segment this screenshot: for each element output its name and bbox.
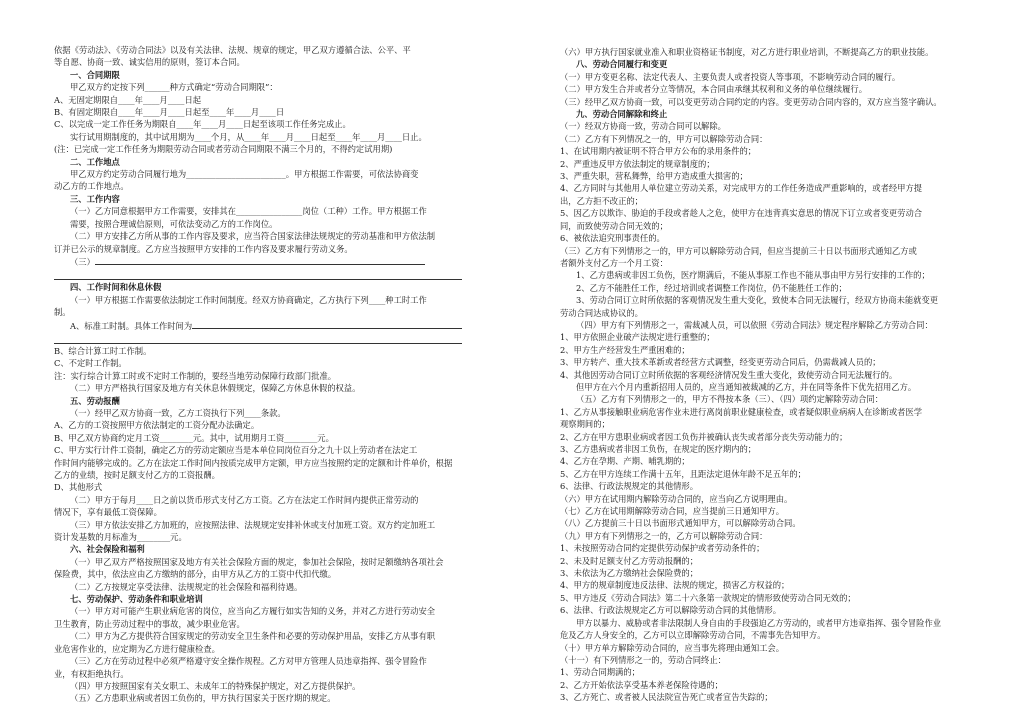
line-text: 七、劳动保护、劳动条件和职业培训 [70, 594, 203, 605]
line-text: 2、乙方在甲方患职业病或者因工负伤并被确认丧失或者部分丧失劳动能力的； [560, 431, 848, 442]
text-line [54, 345, 462, 357]
line-text: 卫生教育，防止劳动过程中的事故，减少职业危害。 [54, 618, 245, 629]
text-line [54, 255, 462, 268]
line-text: （三）经甲乙双方协商一致，可以变更劳动合同约定的内容。变更劳动合同内容的，双方应当签字确认。 [560, 96, 942, 107]
text-line [560, 542, 970, 554]
text-line [54, 481, 462, 493]
line-text: （八）乙方提前三十日以书面形式通知甲方，可以解除劳动合同。 [560, 518, 801, 529]
line-text: （一）甲方变更名称、法定代表人、主要负责人或者投资人等事项，不影响劳动合同的履行。 [560, 71, 901, 82]
line-text: 制。 [54, 307, 71, 318]
text-line [560, 579, 970, 591]
line-text: 情况下，享有最低工资保障。 [54, 507, 162, 518]
line-text: 2、甲方生产经营发生严重困难的； [560, 344, 690, 355]
line-text: 订并已公示的规章制度。乙方应当按照甲方安排的工作内容及要求履行劳动义务。 [54, 243, 353, 254]
text-line [560, 679, 970, 691]
text-line [54, 218, 462, 230]
blank-fill-underline [192, 319, 462, 329]
text-line [560, 666, 970, 678]
line-text: 同，而致使劳动合同无效的； [560, 220, 668, 231]
line-text: 实行试用期制度的，其中试用期为____个月，从____年____月____日起至____年____月____日止。 [70, 131, 427, 142]
text-line [560, 269, 970, 281]
line-text: 6、法律、行政法规规定乙方可以解除劳动合同的其他情形。 [560, 605, 781, 616]
text-line [560, 468, 970, 480]
line-text: 1、乙方患病或非因工负伤，医疗期满后，不能从事原工作也不能从事由甲方另行安排的工作的； [576, 270, 930, 281]
line-text: （二）甲方严格执行国家及地方有关休息休假规定，保障乙方休息休假的权益。 [70, 383, 361, 394]
text-line [560, 393, 970, 405]
line-text: A、标准工时制。具体工作时间为 [70, 320, 193, 331]
text-line [54, 581, 462, 593]
text-line [54, 118, 462, 130]
text-line [54, 319, 462, 332]
line-text: 业，有权拒绝执行。 [54, 668, 129, 679]
line-text: （一）甲方根据工作需要依法制定工作时间制度。经双方协商确定，乙方执行下列____种工时工作 [70, 294, 427, 305]
line-text: （二）甲方为乙方提供符合国家规定的劳动安全卫生条件和必要的劳动保护用品，安排乙方从事有职 [70, 631, 436, 642]
line-text: （五）乙方有下列情形之一的，甲方不得按本条（三）、（四）项约定解除劳动合同： [576, 394, 883, 405]
line-text: A、乙方的工资按照甲方依法制定的工资分配办法确定。 [54, 420, 260, 431]
text-line [560, 642, 970, 654]
text-line [54, 605, 462, 617]
line-text: （九）甲方有下列情形之一的，乙方可以解除劳动合同： [560, 530, 768, 541]
text-line [54, 506, 462, 518]
left-column [54, 44, 462, 705]
line-text: 3、乙方患病或者非因工负伤，在规定的医疗期内的； [560, 444, 757, 454]
blank-fill-line [54, 268, 462, 280]
line-text: 资计发基数的月标准为________元。 [54, 532, 187, 543]
text-line [54, 419, 462, 431]
line-text: （五）乙方患职业病或者因工负伤的，甲方执行国家关于医疗期的规定。 [70, 693, 336, 704]
line-text: 3、严重失职，营私舞弊，给甲方造成重大损害的； [560, 171, 748, 182]
line-text: 业危害作业的，应定期为乙方进行健康检查。 [54, 643, 220, 654]
text-line [560, 654, 970, 666]
line-text: 劳动合同达成协议的。 [560, 307, 643, 318]
text-line [560, 691, 970, 703]
text-line [560, 331, 970, 343]
text-line [54, 494, 462, 506]
text-line [54, 630, 462, 642]
text-line [560, 195, 970, 207]
line-text: （一）乙方同意根据甲方工作需要，安排其在________________岗位（工种）工作。甲方根据工作 [70, 206, 427, 217]
text-line [560, 245, 970, 257]
text-line [54, 519, 462, 531]
text-line [54, 407, 462, 419]
line-text: B、综合计算工时工作制。 [54, 345, 152, 356]
line-text: 三、工作内容 [70, 193, 120, 204]
line-text: 1、未按照劳动合同约定提供劳动保护或者劳动条件的； [560, 543, 765, 554]
text-line [54, 370, 462, 382]
text-line [560, 232, 970, 244]
line-text: 出，乙方拒不改正的； [560, 195, 643, 206]
line-text: 八、劳动合同履行和变更 [576, 59, 668, 70]
line-text: 但甲方在六个月内重新招用人员的，应当通知被裁减的乙方，并在同等条件下优先招用乙方。 [576, 381, 917, 392]
text-line [560, 604, 970, 616]
text-line [54, 444, 462, 456]
text-line [560, 418, 970, 430]
line-text: 作时间内能够完成的。乙方在法定工作时间内按质完成甲方定额，甲方应当按照约定的定额和计件单价，根据 [54, 457, 453, 468]
line-text: （四）甲方有下列情形之一，需裁减人员，可以依照《劳动合同法》规定程序解除乙方劳动合同： [576, 319, 933, 330]
line-text: 4、乙方在孕期、产期、哺乳期的； [560, 456, 690, 467]
line-text: C、不定时工作制。 [54, 358, 127, 369]
right-column [560, 46, 970, 704]
text-line [54, 618, 462, 630]
line-text: B、有固定期限自____年____月____日起至____年____月____日 [54, 107, 285, 118]
line-text: （三） [70, 256, 95, 267]
line-text: （二）乙方有下列情况之一的，甲方可以解除劳动合同： [560, 133, 768, 144]
line-text: 5、甲方违反《劳动合同法》第二十六条第一款规定的情形致使劳动合同无效的； [560, 592, 856, 603]
line-text: 6、被依法追究刑事责任的。 [560, 233, 665, 244]
line-text: （三）乙方有下列情形之一的，甲方可以解除劳动合同，但应当提前三十日以书面形式通知乙方或 [560, 245, 917, 256]
text-line [560, 356, 970, 368]
line-text: 4、乙方同时与其他用人单位建立劳动关系，对完成甲方的工作任务造成严重影响的，或者经甲方提 [560, 183, 923, 194]
line-text: 保险费，其中，依法应由乙方缴纳的部分，由甲方从乙方的工资中代扣代缴。 [54, 569, 337, 580]
text-line [560, 319, 970, 331]
line-text: 六、社会保险和福利 [70, 544, 145, 555]
line-text: (注：已完成一定工作任务为期限劳动合同或者劳动合同期限不满三个月的，不得约定试用期) [54, 144, 393, 155]
text-line [560, 133, 970, 145]
text-line [54, 382, 462, 394]
text-line [560, 443, 970, 455]
text-line [54, 643, 462, 655]
text-line [560, 282, 970, 294]
line-text: 1、甲方依照企业破产法规定进行重整的； [560, 332, 715, 343]
text-line [54, 243, 462, 255]
line-text: （一）甲方对可能产生职业病危害的岗位，应当向乙方履行如实告知的义务，并对乙方进行劳动安全 [70, 606, 436, 617]
text-line [560, 207, 970, 219]
text-line [560, 46, 970, 58]
line-text: （三）甲方依法安排乙方加班的，应按照法律、法规规定安排补休或支付加班工资。双方约定加班工 [70, 519, 436, 530]
line-text: 等自愿、协商一致、诚实信用的原则，签订本合同。 [54, 57, 245, 68]
line-text: 3、未依法为乙方缴纳社会保险费的； [560, 568, 699, 579]
line-text: 注：实行综合计算工时或不定时工作制的，要经当地劳动保障行政部门批准。 [54, 370, 337, 381]
line-text: 危及乙方人身安全的，乙方可以立即解除劳动合同，不需事先告知甲方。 [560, 630, 826, 641]
line-text: 甲乙双方约定劳动合同履行地为________________________。甲方根据工作需要，可依法协商变 [70, 169, 419, 180]
text-line [560, 170, 970, 182]
text-line [560, 505, 970, 517]
line-text: 动乙方的工作地点。 [54, 181, 129, 192]
text-line [54, 469, 462, 481]
line-text: 四、工作时间和休息休假 [70, 282, 162, 293]
text-line [54, 56, 462, 68]
section-heading [54, 156, 462, 168]
text-line [560, 344, 970, 356]
text-line [560, 455, 970, 467]
text-line [560, 158, 970, 170]
text-line [560, 83, 970, 95]
text-line [54, 531, 462, 543]
text-line [54, 692, 462, 704]
blank-fill-line [54, 332, 462, 344]
text-line [560, 592, 970, 604]
text-line [54, 131, 462, 143]
section-heading [560, 58, 970, 70]
blank-fill-underline [95, 255, 425, 265]
text-line [560, 493, 970, 505]
text-line [54, 205, 462, 217]
text-line [54, 568, 462, 580]
line-text: 二、工作地点 [70, 156, 120, 167]
text-line [54, 357, 462, 369]
text-line [54, 680, 462, 692]
text-line [560, 381, 970, 393]
line-text: （四）甲方按照国家有关女职工、未成年工的特殊保护规定，对乙方提供保护。 [70, 680, 361, 691]
text-line [54, 106, 462, 118]
text-line [560, 96, 970, 108]
line-text: B、甲乙双方协商约定月工资________元。其中，试用期月工资________元。 [54, 432, 334, 443]
text-line [560, 257, 970, 269]
text-line [54, 44, 462, 56]
line-text: 需要，按照合理诚信原则，可依法变动乙方的工作岗位。 [70, 218, 278, 229]
line-text: （一）经双方协商一致，劳动合同可以解除。 [560, 121, 726, 132]
line-text: A、无固定期限自____年____月____日起 [54, 94, 202, 105]
line-text: （二）甲方于每月____日之前以货币形式支付乙方工资。乙方在法定工作时间内提供正常劳动的 [70, 494, 419, 505]
text-line [54, 81, 462, 93]
line-text: （三）乙方在劳动过程中必须严格遵守安全操作规程。乙方对甲方管理人员违章指挥、强令冒险作 [70, 656, 427, 667]
section-heading [54, 193, 462, 205]
text-line [560, 220, 970, 232]
text-line [54, 143, 462, 155]
text-line [54, 94, 462, 106]
text-line [560, 294, 970, 306]
text-line [54, 168, 462, 180]
line-text: 者额外支付乙方一个月工资： [560, 257, 668, 268]
line-text: （六）甲方执行国家就业准入和职业资格证书制度，对乙方进行职业培训，不断提高乙方的职业技能。 [560, 47, 934, 57]
section-heading [54, 395, 462, 407]
line-text: 一、合同期限 [70, 69, 120, 80]
line-text: 2、乙方不能胜任工作，经过培训或者调整工作岗位，仍不能胜任工作的； [576, 282, 847, 293]
text-line [560, 530, 970, 542]
line-text: 甲方以暴力、威胁或者非法限制人身自由的手段强迫乙方劳动的，或者甲方违章指挥、强令冒险作业 [576, 617, 942, 628]
line-text: 5、乙方在甲方连续工作满十五年，且距法定退休年龄不足五年的； [560, 468, 806, 479]
line-text: 2、严重违反甲方依法制定的规章制度的； [560, 158, 715, 169]
text-line [54, 556, 462, 568]
line-text: 2、乙方开始依法享受基本养老保险待遇的； [560, 679, 723, 690]
text-line [54, 180, 462, 192]
line-text: D、其他形式 [54, 482, 103, 493]
text-line [560, 307, 970, 319]
line-text: 1、乙方从事接触职业病危害作业未进行离岗前职业健康检查，或者疑似职业病病人在诊断或者医学 [560, 406, 923, 417]
text-line [560, 406, 970, 418]
line-text: 3、乙方死亡、或者被人民法院宣告死亡或者宣告失踪的； [560, 692, 773, 703]
text-line [54, 668, 462, 680]
line-text: 甲乙双方约定按下列______种方式确定“劳动合同期限”： [70, 82, 278, 93]
line-text: 乙方的业绩，按时足额支付乙方的工资报酬。 [54, 470, 220, 480]
text-line [560, 567, 970, 579]
section-heading [560, 108, 970, 120]
line-text: C、甲方实行计件工资制，确定乙方的劳动定额应当是本单位同岗位百分之九十以上劳动者在法定工 [54, 445, 418, 456]
line-text: （二）乙方按规定享受法律、法规规定的社会保险和福利待遇。 [70, 581, 303, 592]
line-text: 九、劳动合同解除和终止 [576, 109, 668, 120]
line-text: 4、其他因劳动合同订立时所依据的客观经济情况发生重大变化，致使劳动合同无法履行的。 [560, 369, 898, 380]
text-line [560, 617, 970, 629]
line-text: （十）甲方单方解除劳动合同的，应当事先将理由通知工会。 [560, 642, 785, 653]
line-text: 依据《劳动法》、《劳动合同法》以及有关法律、法规、规章的规定，甲乙双方遵循合法、公平、平 [54, 45, 411, 55]
text-line [54, 230, 462, 242]
text-line [560, 629, 970, 641]
text-line [54, 294, 462, 306]
text-line [560, 145, 970, 157]
text-line [560, 555, 970, 567]
text-line [560, 120, 970, 132]
line-text: 3、甲方转产、重大技术革新或者经营方式调整，经变更劳动合同后，仍需裁减人员的； [560, 357, 881, 368]
line-text: 1、在试用期内被证明不符合甲方公布的录用条件的； [560, 146, 757, 157]
line-text: 观察期间的； [560, 419, 610, 430]
line-text: （六）甲方在试用期内解除劳动合同的，应当向乙方说明理由。 [560, 493, 793, 504]
line-text: （七）乙方在试用期解除劳动合同，应当提前三日通知甲方。 [560, 506, 785, 517]
text-line [560, 431, 970, 443]
text-line [54, 457, 462, 469]
line-text: C、以完成一定工作任务为期限自____年____月____日起至该项工作任务完成止。 [54, 119, 351, 130]
line-text: 3、劳动合同订立时所依据的客观情况发生重大变化，致使本合同无法履行，经双方协商未能就变更 [576, 295, 939, 306]
text-line [560, 71, 970, 83]
line-text: （一）经甲乙双方协商一致，乙方工资执行下列____条款。 [70, 407, 286, 418]
line-text: 5、因乙方以欺诈、胁迫的手段或者趁人之危，使甲方在违背真实意思的情况下订立或者变更劳动合 [560, 208, 923, 219]
section-heading [54, 543, 462, 555]
text-line [560, 369, 970, 381]
line-text: 6、法律、行政法规规定的其他情形。 [560, 481, 699, 492]
text-line [54, 306, 462, 318]
section-heading [54, 281, 462, 293]
text-line [54, 655, 462, 667]
line-text: 2、未及时足额支付乙方劳动报酬的； [560, 555, 699, 566]
section-heading [54, 593, 462, 605]
line-text: 五、劳动报酬 [70, 395, 120, 406]
line-text: （二）甲方发生合并或者分立等情况，本合同由承继其权利和义务的单位继续履行。 [560, 84, 867, 95]
section-heading [54, 69, 462, 81]
line-text: （一）甲乙双方严格按照国家及地方有关社会保险方面的规定，参加社会保险，按时足额缴纳各项社会 [70, 556, 444, 567]
text-line [560, 517, 970, 529]
line-text: 1、劳动合同期满的； [560, 667, 640, 678]
line-text: （十一）有下列情形之一的，劳动合同终止： [560, 654, 726, 665]
line-text: 4、甲方的规章制度违反法律、法规的规定，损害乙方权益的； [560, 580, 790, 591]
text-line [54, 432, 462, 444]
text-line [560, 182, 970, 194]
line-text: （二）甲方安排乙方所从事的工作内容及要求，应当符合国家法律法规规定的劳动基准和甲方依法制 [70, 231, 436, 242]
text-line [560, 480, 970, 492]
